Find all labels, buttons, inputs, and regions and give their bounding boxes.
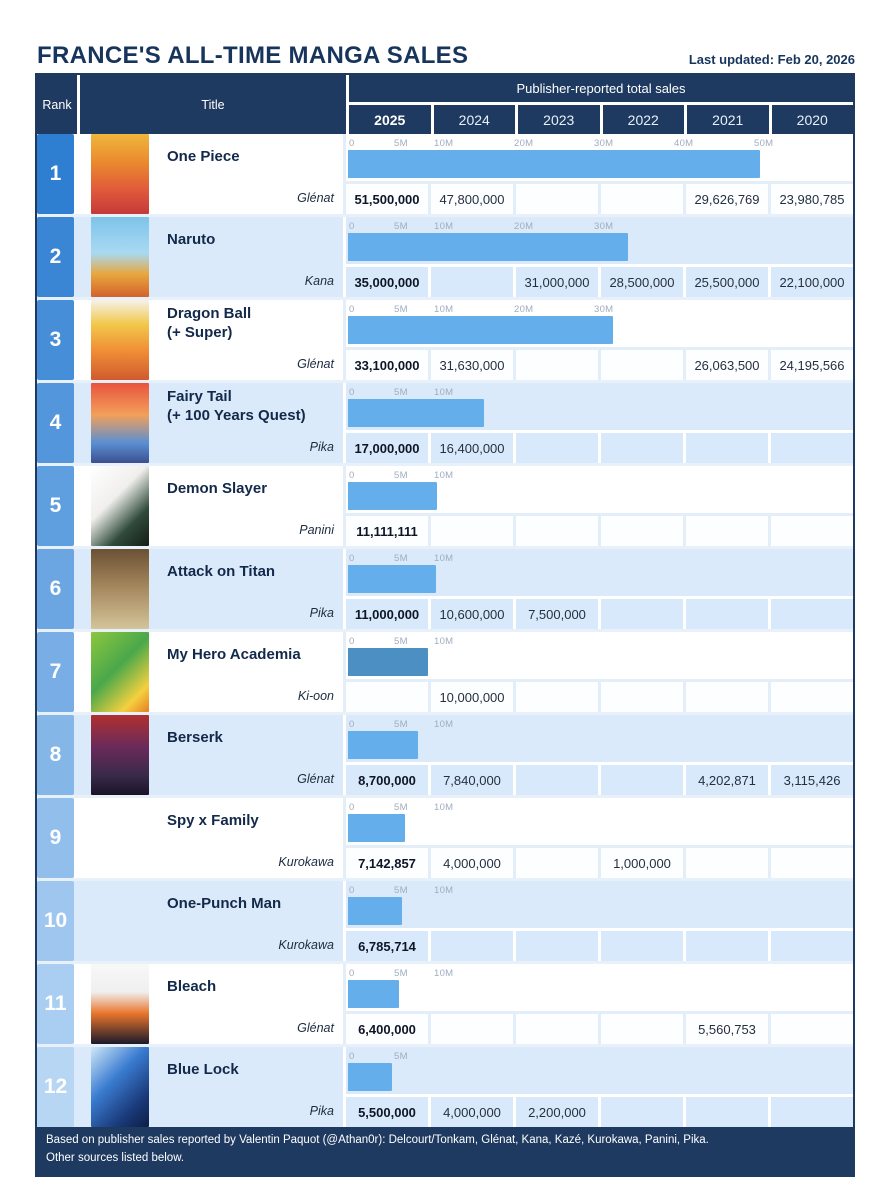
axis-tick-label: 20M — [514, 221, 534, 232]
cover-art — [91, 1047, 149, 1127]
sales-bar — [348, 814, 405, 842]
rank-number: 3 — [37, 300, 74, 380]
axis-tick-label: 0 — [349, 885, 355, 896]
publisher-label: Pika — [309, 1103, 334, 1118]
year-values — [346, 181, 853, 214]
sales-value-2025: 5,500,000 — [346, 1097, 428, 1127]
year-values — [346, 845, 853, 878]
axis-tick-label: 5M — [394, 885, 408, 896]
axis-tick-label: 10M — [434, 719, 454, 730]
rank-cell — [37, 383, 77, 463]
rank-number: 2 — [37, 217, 74, 297]
table-body — [37, 134, 853, 1127]
sales-value-2024 — [431, 516, 513, 546]
rank-number: 7 — [37, 632, 74, 712]
sales-cell-group — [343, 300, 853, 380]
rank-number: 8 — [37, 715, 74, 795]
cover-cell — [77, 798, 149, 878]
sales-value-2023: 2,200,000 — [516, 1097, 598, 1127]
sales-cell-group — [343, 549, 853, 629]
cover-art — [91, 466, 149, 546]
bar-chart — [346, 466, 853, 513]
sales-value-2023 — [516, 765, 598, 795]
year-values — [346, 513, 853, 546]
bar-chart — [346, 632, 853, 679]
rank-number: 11 — [37, 964, 74, 1044]
sales-value-2022 — [601, 1097, 683, 1127]
cover-art — [91, 134, 149, 214]
sales-cell-group — [343, 134, 853, 214]
sales-value-2024: 4,000,000 — [431, 1097, 513, 1127]
year-values — [346, 928, 853, 961]
axis-tick-label: 5M — [394, 553, 408, 564]
sales-value-2021 — [686, 433, 768, 463]
sales-value-2024: 4,000,000 — [431, 848, 513, 878]
sales-value-2022 — [601, 1014, 683, 1044]
rank-number: 12 — [37, 1047, 74, 1127]
axis-tick-label: 0 — [349, 1051, 355, 1062]
axis-tick-label: 10M — [434, 221, 454, 232]
cover-cell — [77, 632, 149, 712]
sales-cell-group — [343, 964, 853, 1044]
sales-bar — [348, 731, 418, 759]
year-values — [346, 1011, 853, 1044]
cover-cell — [77, 881, 149, 961]
footer-note-line: Other sources listed below. — [46, 1151, 185, 1164]
year-header-2025: 2025 — [349, 105, 431, 134]
sales-cell-group — [343, 798, 853, 878]
sales-value-2021: 25,500,000 — [686, 267, 768, 297]
sales-value-2020: 3,115,426 — [771, 765, 853, 795]
publisher-label: Ki-oon — [297, 688, 334, 703]
axis-tick-label: 5M — [394, 719, 408, 730]
sales-value-2022 — [601, 765, 683, 795]
rank-number: 10 — [37, 881, 74, 961]
sales-value-2025: 11,111,111 — [346, 516, 428, 546]
rank-number: 4 — [37, 383, 74, 463]
sales-value-2025: 35,000,000 — [346, 267, 428, 297]
axis-tick-label: 20M — [514, 304, 534, 315]
last-updated-label: Last updated: Feb 20, 2026 — [688, 52, 855, 67]
sales-bar — [348, 482, 437, 510]
axis-tick-label: 10M — [434, 968, 454, 979]
rank-cell — [37, 1047, 77, 1127]
sales-value-2025: 7,142,857 — [346, 848, 428, 878]
year-header-2022: 2022 — [603, 105, 685, 134]
footer-source-line: Based on publisher sales reported by Valentin Paquot (@Athan0r): Delcourt/Tonkam, Glénat, Kana, Kazé, Kurokawa, Panini, Pika. — [46, 1134, 709, 1146]
publisher-label: Panini — [299, 522, 334, 537]
sales-value-2024 — [431, 931, 513, 961]
axis-tick-label: 0 — [349, 553, 355, 564]
rank-cell — [37, 798, 77, 878]
table-row — [37, 1047, 853, 1127]
sales-value-2023: 31,000,000 — [516, 267, 598, 297]
axis-tick-label: 30M — [594, 138, 614, 149]
table-row — [37, 549, 853, 629]
year-header-2024: 2024 — [434, 105, 516, 134]
sales-bar — [348, 565, 436, 593]
sales-bar — [348, 399, 484, 427]
bar-chart — [346, 964, 853, 1011]
sales-value-2024: 10,600,000 — [431, 599, 513, 629]
sales-value-2022 — [601, 350, 683, 380]
sales-value-2020 — [771, 931, 853, 961]
sales-table — [35, 73, 855, 1177]
sales-cell-group — [343, 881, 853, 961]
axis-tick-label: 10M — [434, 387, 454, 398]
cover-cell — [77, 217, 149, 297]
cover-cell — [77, 964, 149, 1044]
rank-cell — [37, 964, 77, 1044]
bar-chart — [346, 881, 853, 928]
rank-column-header: Rank — [37, 75, 77, 134]
axis-tick-label: 0 — [349, 470, 355, 481]
axis-tick-label: 5M — [394, 304, 408, 315]
sales-value-2021: 26,063,500 — [686, 350, 768, 380]
year-values — [346, 430, 853, 463]
rank-number: 6 — [37, 549, 74, 629]
sales-value-2024: 47,800,000 — [431, 184, 513, 214]
cover-art — [91, 217, 149, 297]
publisher-label: Glénat — [297, 1020, 334, 1035]
title-column-header: Title — [80, 75, 346, 134]
axis-tick-label: 0 — [349, 719, 355, 730]
axis-tick-label: 5M — [394, 802, 408, 813]
rank-number: 5 — [37, 466, 74, 546]
axis-tick-label: 40M — [674, 138, 694, 149]
table-row — [37, 466, 853, 546]
axis-tick-label: 30M — [594, 221, 614, 232]
publisher-label: Kurokawa — [278, 937, 334, 952]
cover-art — [91, 549, 149, 629]
sales-value-2020: 22,100,000 — [771, 267, 853, 297]
sales-value-2025: 51,500,000 — [346, 184, 428, 214]
sales-value-2023 — [516, 1014, 598, 1044]
sales-value-2020 — [771, 599, 853, 629]
sales-value-2020: 23,980,785 — [771, 184, 853, 214]
axis-tick-label: 0 — [349, 968, 355, 979]
bar-chart — [346, 549, 853, 596]
table-row — [37, 217, 853, 297]
bar-chart — [346, 715, 853, 762]
sales-value-2021 — [686, 682, 768, 712]
rank-cell — [37, 715, 77, 795]
sales-value-2021: 4,202,871 — [686, 765, 768, 795]
table-header — [37, 75, 853, 134]
year-header-2020: 2020 — [772, 105, 854, 134]
sales-value-2024 — [431, 267, 513, 297]
sales-value-2023 — [516, 848, 598, 878]
axis-tick-label: 5M — [394, 470, 408, 481]
sales-bar — [348, 648, 428, 676]
manga-title: Bleach — [167, 978, 217, 996]
rank-cell — [37, 300, 77, 380]
rank-number: 1 — [37, 134, 74, 214]
sales-value-2024: 16,400,000 — [431, 433, 513, 463]
year-headers — [349, 105, 853, 134]
sales-value-2020 — [771, 516, 853, 546]
sales-value-2023 — [516, 350, 598, 380]
rank-cell — [37, 466, 77, 546]
publisher-label: Glénat — [297, 771, 334, 786]
page-header — [37, 36, 855, 70]
sales-value-2021 — [686, 848, 768, 878]
sales-value-2025: 33,100,000 — [346, 350, 428, 380]
table-row — [37, 798, 853, 878]
cover-art — [91, 300, 149, 380]
sales-value-2025: 11,000,000 — [346, 599, 428, 629]
sales-column-group — [349, 75, 853, 134]
axis-tick-label: 10M — [434, 470, 454, 481]
sales-cell-group — [343, 383, 853, 463]
bar-chart — [346, 217, 853, 264]
axis-tick-label: 10M — [434, 636, 454, 647]
manga-title: One Piece — [167, 148, 240, 166]
table-row — [37, 383, 853, 463]
axis-tick-label: 5M — [394, 1051, 408, 1062]
sales-value-2025: 6,785,714 — [346, 931, 428, 961]
year-values — [346, 596, 853, 629]
year-values — [346, 264, 853, 297]
sales-value-2023 — [516, 682, 598, 712]
axis-tick-label: 10M — [434, 138, 454, 149]
sales-bar — [348, 316, 613, 344]
publisher-label: Kana — [304, 273, 334, 288]
axis-tick-label: 30M — [594, 304, 614, 315]
cover-cell — [77, 549, 149, 629]
axis-tick-label: 0 — [349, 221, 355, 232]
bar-chart — [346, 134, 853, 181]
sales-value-2023: 7,500,000 — [516, 599, 598, 629]
rank-cell — [37, 549, 77, 629]
sales-value-2022: 1,000,000 — [601, 848, 683, 878]
manga-title: Attack on Titan — [167, 563, 276, 581]
sales-value-2025: 6,400,000 — [346, 1014, 428, 1044]
cover-art — [91, 632, 149, 712]
table-row — [37, 300, 853, 380]
axis-tick-label: 0 — [349, 636, 355, 647]
sales-cell-group — [343, 217, 853, 297]
rank-cell — [37, 217, 77, 297]
sales-value-2023 — [516, 516, 598, 546]
cover-art — [91, 383, 149, 463]
sales-value-2022 — [601, 433, 683, 463]
axis-tick-label: 20M — [514, 138, 534, 149]
bar-chart — [346, 383, 853, 430]
axis-tick-label: 10M — [434, 802, 454, 813]
axis-tick-label: 5M — [394, 968, 408, 979]
cover-cell — [77, 1047, 149, 1127]
sales-value-2022 — [601, 184, 683, 214]
sales-value-2023 — [516, 184, 598, 214]
sales-value-2023 — [516, 433, 598, 463]
cover-art — [91, 715, 149, 795]
table-row — [37, 964, 853, 1044]
sales-value-2024: 31,630,000 — [431, 350, 513, 380]
sales-value-2024: 10,000,000 — [431, 682, 513, 712]
sales-value-2025: 17,000,000 — [346, 433, 428, 463]
sales-cell-group — [343, 1047, 853, 1127]
manga-title: Berserk — [167, 729, 223, 747]
sales-value-2021 — [686, 1097, 768, 1127]
axis-tick-label: 5M — [394, 221, 408, 232]
sales-value-2022 — [601, 682, 683, 712]
sales-value-2021: 29,626,769 — [686, 184, 768, 214]
year-header-2021: 2021 — [687, 105, 769, 134]
publisher-label: Pika — [309, 439, 334, 454]
axis-tick-label: 0 — [349, 138, 355, 149]
publisher-label: Pika — [309, 605, 334, 620]
axis-tick-label: 10M — [434, 553, 454, 564]
year-values — [346, 762, 853, 795]
bar-chart — [346, 300, 853, 347]
sales-value-2020 — [771, 682, 853, 712]
sales-value-2025 — [346, 682, 428, 712]
rank-cell — [37, 632, 77, 712]
sales-bar — [348, 150, 760, 178]
sales-value-2021: 5,560,753 — [686, 1014, 768, 1044]
axis-tick-label: 10M — [434, 304, 454, 315]
manga-title: Dragon Ball (+ Super) — [167, 304, 252, 341]
year-values — [346, 1094, 853, 1127]
cover-art — [91, 964, 149, 1044]
sales-value-2024: 7,840,000 — [431, 765, 513, 795]
manga-title: Fairy Tail (+ 100 Years Quest) — [167, 387, 306, 424]
bar-chart — [346, 798, 853, 845]
sales-value-2022: 28,500,000 — [601, 267, 683, 297]
axis-tick-label: 10M — [434, 885, 454, 896]
sales-value-2020 — [771, 433, 853, 463]
bar-chart — [346, 1047, 853, 1094]
sales-value-2021 — [686, 599, 768, 629]
sales-bar — [348, 980, 399, 1008]
sales-bar — [348, 897, 402, 925]
sales-value-2025: 8,700,000 — [346, 765, 428, 795]
manga-title: Spy x Family — [167, 812, 259, 830]
sales-value-2021 — [686, 516, 768, 546]
axis-tick-label: 50M — [754, 138, 774, 149]
year-values — [346, 347, 853, 380]
rank-number: 9 — [37, 798, 74, 878]
sales-value-2020: 24,195,566 — [771, 350, 853, 380]
axis-tick-label: 5M — [394, 138, 408, 149]
sales-value-2022 — [601, 516, 683, 546]
sales-bar — [348, 233, 628, 261]
sales-value-2023 — [516, 931, 598, 961]
cover-cell — [77, 466, 149, 546]
sales-value-2020 — [771, 848, 853, 878]
axis-tick-label: 5M — [394, 387, 408, 398]
year-values — [346, 679, 853, 712]
table-row — [37, 134, 853, 214]
sales-bar — [348, 1063, 392, 1091]
table-row — [37, 881, 853, 961]
year-header-2023: 2023 — [518, 105, 600, 134]
rank-cell — [37, 134, 77, 214]
table-row — [37, 632, 853, 712]
publisher-label: Glénat — [297, 190, 334, 205]
publisher-label: Kurokawa — [278, 854, 334, 869]
table-row — [37, 715, 853, 795]
sales-cell-group — [343, 466, 853, 546]
sales-value-2021 — [686, 931, 768, 961]
sales-group-header: Publisher-reported total sales — [349, 75, 853, 102]
manga-title: One-Punch Man — [167, 895, 282, 913]
sales-value-2020 — [771, 1097, 853, 1127]
rank-cell — [37, 881, 77, 961]
table-footer — [37, 1127, 853, 1175]
manga-title: Demon Slayer — [167, 480, 268, 498]
sales-value-2022 — [601, 599, 683, 629]
axis-tick-label: 0 — [349, 304, 355, 315]
axis-tick-label: 5M — [394, 636, 408, 647]
sales-value-2022 — [601, 931, 683, 961]
axis-tick-label: 0 — [349, 387, 355, 398]
cover-cell — [77, 383, 149, 463]
sales-cell-group — [343, 632, 853, 712]
manga-title: My Hero Academia — [167, 646, 301, 664]
axis-tick-label: 0 — [349, 802, 355, 813]
cover-cell — [77, 134, 149, 214]
publisher-label: Glénat — [297, 356, 334, 371]
sales-cell-group — [343, 715, 853, 795]
cover-cell — [77, 300, 149, 380]
page-title: FRANCE'S ALL-TIME MANGA SALES — [37, 42, 469, 69]
sales-value-2024 — [431, 1014, 513, 1044]
sales-value-2020 — [771, 1014, 853, 1044]
manga-title: Naruto — [167, 231, 216, 249]
manga-title: Blue Lock — [167, 1061, 239, 1079]
cover-cell — [77, 715, 149, 795]
